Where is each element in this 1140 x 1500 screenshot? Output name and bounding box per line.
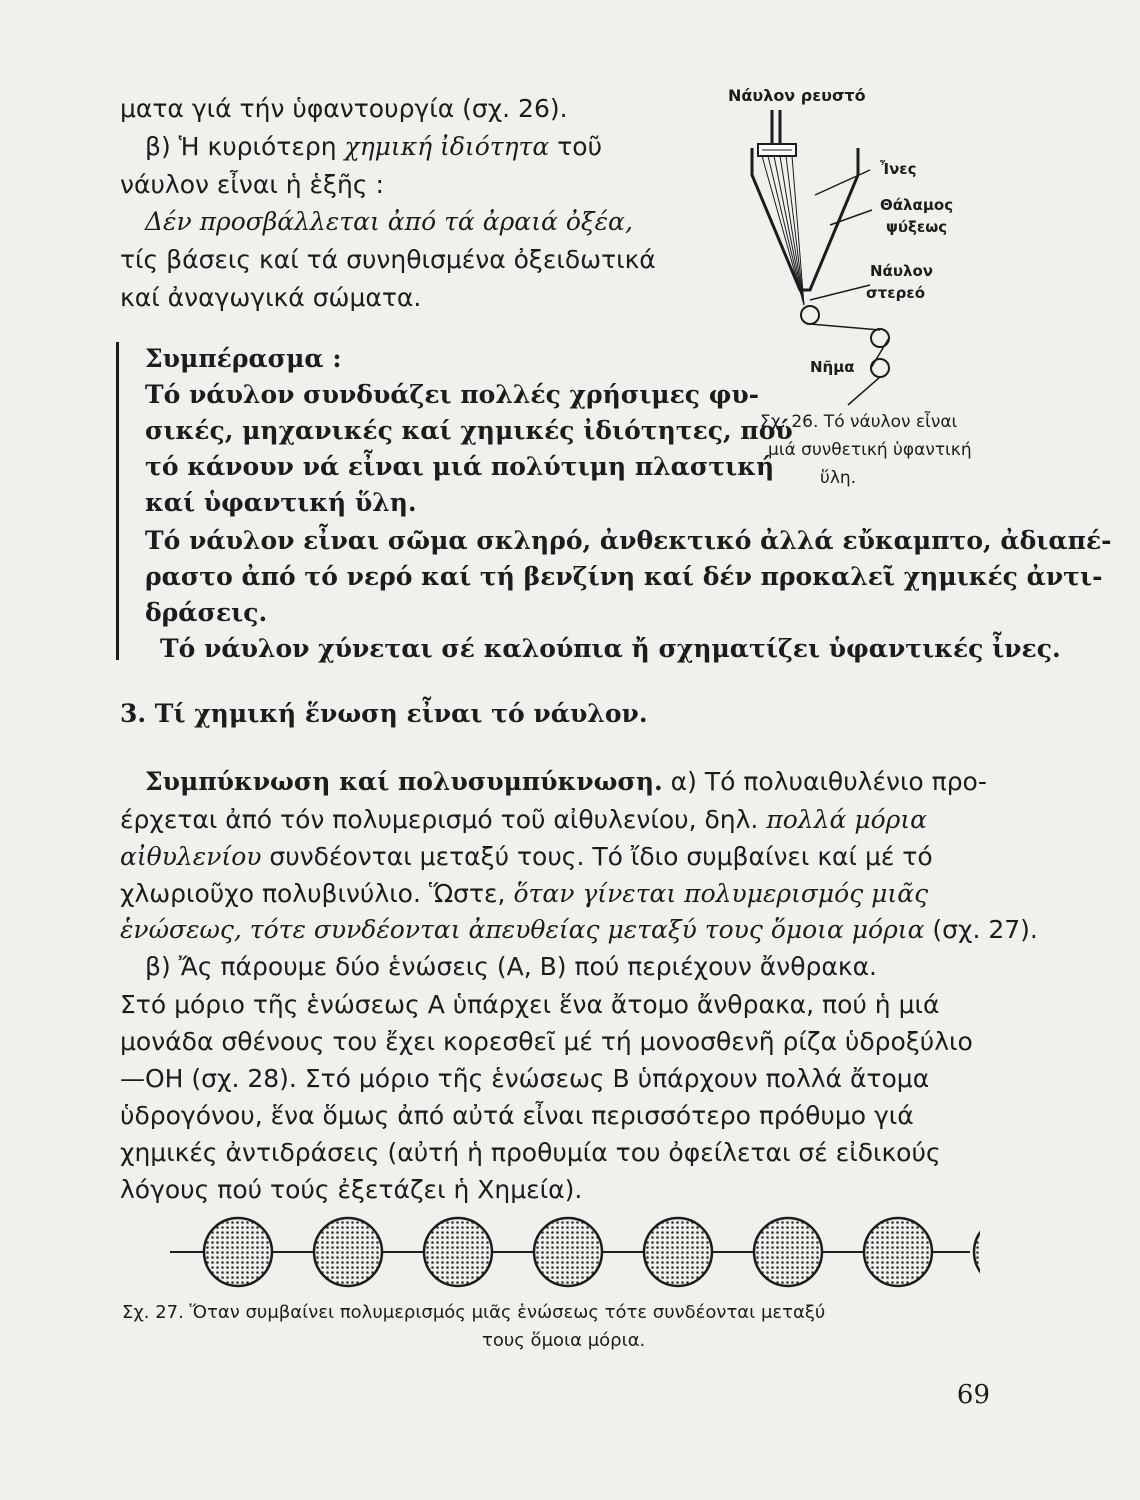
text-line: ἑνώσεως, τότε συνδέονται ἀπευθείας μεταξύ τους ὅμοια μόρια (σχ. 27).: [120, 915, 1038, 944]
text-line: λόγους πού τούς ἐξετάζει ἡ Χημεία).: [120, 1175, 583, 1204]
text-line: β) Ἄς πάρουμε δύο ἑνώσεις (Α, Β) πού περιέχουν ἄνθρακα.: [145, 952, 878, 981]
label-chamber: Θάλαμος: [880, 196, 954, 214]
fig27-caption: τους ὅμοια μόρια.: [482, 1330, 646, 1351]
fig26-caption: ὕλη.: [820, 468, 857, 488]
fig27-caption: Σχ. 27. Ὅταν συμβαίνει πολυμερισμός μιᾶς ἑνώσεως τότε συνδέονται μεταξύ: [122, 1302, 826, 1323]
text-line: ὑδρογόνου, ἕνα ὅμως ἀπό αὐτά εἶναι περισσότερο πρόθυμο γιά: [120, 1101, 914, 1130]
conclusion-line: Τό νάυλον συνδυάζει πολλές χρήσιμες φυ-: [145, 380, 760, 409]
text-line: καί ἀναγωγικά σώματα.: [120, 283, 422, 312]
fig26-caption: μιά συνθετική ὑφαντική: [768, 440, 972, 460]
text-line: νάυλον εἶναι ἡ ἑξῆς :: [120, 170, 384, 199]
molecule-circle: [424, 1218, 492, 1286]
text-line: Συμπύκνωση καί πολυσυμπύκνωση. α) Τό πολυαιθυλένιο προ-: [145, 767, 987, 796]
polymer-chain-diagram: [160, 1210, 980, 1290]
text-line: μονάδα σθένους του ἔχει κορεσθεῖ μέ τή μονοσθενῆ ρίζα ὑδροξύλιο: [120, 1027, 973, 1056]
conclusion-line: καί ὑφαντική ὕλη.: [145, 488, 417, 517]
conclusion-line: Τό νάυλον εἶναι σῶμα σκληρό, ἀνθεκτικό ἀλλά εὔκαμπτο, ἀδιαπέ-: [145, 526, 1112, 555]
conclusion-line: δράσεις.: [145, 598, 268, 627]
text-line: Στό μόριο τῆς ἑνώσεως Α ὑπάρχει ἕνα ἄτομο ἄνθρακα, πού ἡ μιά: [120, 990, 940, 1019]
conclusion-line: Τό νάυλον χύνεται σέ καλούπια ἤ σχηματίζει ὑφαντικές ἶνες.: [160, 634, 1061, 663]
conclusion-line: ραστο ἀπό τό νερό καί τή βενζίνη καί δέν προκαλεῖ χημικές ἀντι-: [145, 562, 1103, 591]
label-chamber: ψύξεως: [886, 218, 948, 236]
molecule-circle: [974, 1218, 980, 1286]
molecule-circle: [534, 1218, 602, 1286]
text-line: έρχεται ἀπό τόν πολυμερισμό τοῦ αἰθυλενίου, δηλ. πολλά μόρια: [120, 805, 928, 834]
conclusion-bracket: [116, 342, 119, 660]
text-line: αἰθυλενίου συνδέονται μεταξύ τους. Τό ἴδιο συμβαίνει καί μέ τό: [120, 842, 933, 871]
text-line: β) Ἡ κυριότερη χημική ἰδιότητα τοῦ: [145, 132, 603, 161]
label-solid-nylon: Νάυλον: [870, 262, 934, 280]
label-yarn: Νῆμα: [810, 358, 855, 376]
page-number: 69: [956, 1380, 990, 1410]
text-line: χημικές ἀντιδράσεις (αὐτή ἡ προθυμία του ὀφείλεται σέ εἰδικούς: [120, 1138, 941, 1167]
molecule-circle: [864, 1218, 932, 1286]
label-solid-nylon: στερεό: [866, 284, 925, 302]
text-line-italic: Δέν προσβάλλεται ἀπό τά ἀραιά ὀξέα,: [145, 207, 633, 236]
label-fibers: Ἶνες: [880, 160, 917, 178]
section-heading: 3. Τί χημική ἕνωση εἶναι τό νάυλον.: [120, 699, 648, 728]
molecule-circle: [204, 1218, 272, 1286]
conclusion-line: σικές, μηχανικές καί χημικές ἰδιότητες, πού: [145, 416, 793, 445]
text-line: —ΟΗ (σχ. 28). Στό μόριο τῆς ἑνώσεως Β ὑπάρχουν πολλά ἄτομα: [120, 1064, 930, 1093]
conclusion-heading: Συμπέρασμα :: [145, 344, 342, 373]
text-line: τίς βάσεις καί τά συνηθισμένα ὀξειδωτικά: [120, 245, 656, 274]
molecule-circle: [644, 1218, 712, 1286]
conclusion-line: τό κάνουν νά εἶναι μιά πολύτιμη πλαστική: [145, 452, 775, 481]
molecule-circle: [754, 1218, 822, 1286]
spinneret-diagram: [740, 100, 980, 410]
text-line: χλωριοῦχο πολυβινύλιο. Ὥστε, ὅταν γίνεται πολυμερισμός μιᾶς: [120, 879, 929, 908]
text-line: ματα γιά τήν ὑφαντουργία (σχ. 26).: [120, 94, 568, 123]
fig26-caption: Σχ. 26. Τό νάυλον εἶναι: [760, 412, 958, 432]
molecule-circle: [314, 1218, 382, 1286]
label-fluid-nylon: Νάυλον ρευστό: [728, 86, 866, 105]
